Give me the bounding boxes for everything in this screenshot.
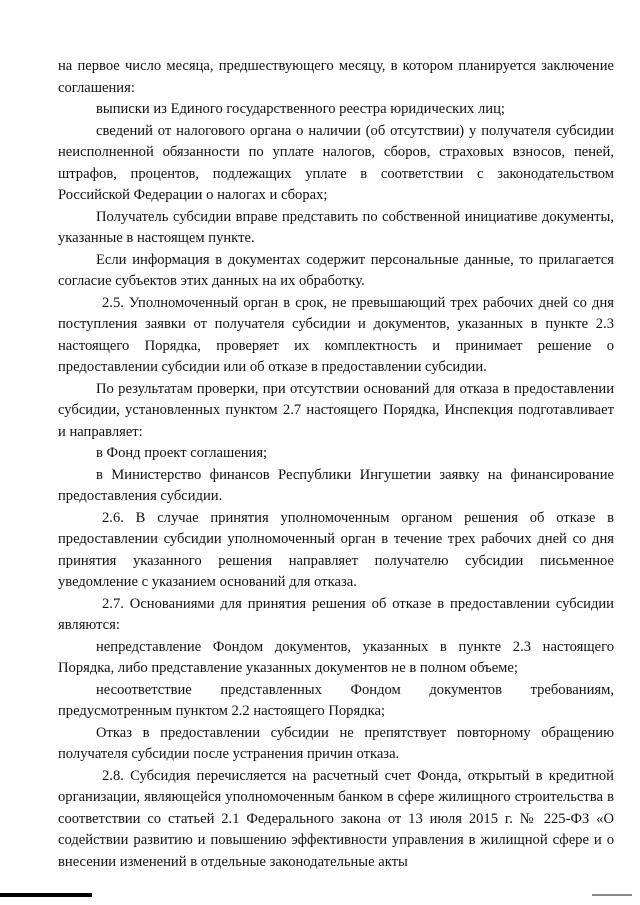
paragraph-fund-draft: в Фонд проект соглашения; [96,445,268,461]
paragraph-2-5: 2.5. Уполномоченный орган в срок, не превышающий трех рабочих дней со дня поступления заявки от получателя субсидии и документов, указанных в пункте 2.3 настоящего Порядка, проверяет их комплектность и принимает решение о предоставлении субсидии или об отказе в предоставлении субсидии. [58,294,614,375]
paragraph-tax-info: сведений от налогового органа о наличии (об отсутствии) у получателя субсидии неисполненной обязанности по уплате налогов, сборов, страховых взносов, пеней, штрафов, процентов, подлежащих уплате в соответствии с законодательством Российской Федерации о налогах и сборах; [58,122,614,203]
scan-edge-mark [0,893,92,897]
paragraph-2-7: 2.7. Основаниями для принятия решения об отказе в предоставлении субсидии являются: [58,595,614,633]
paragraph-own-initiative: Получатель субсидии вправе представить по собственной инициативе документы, указанные в настоящем пункте. [58,208,614,246]
paragraph-non-compliance: несоответствие представленных Фондом документов требованиям, предусмотренным пунктом 2.2 настоящего Порядка; [58,681,614,719]
document-body [58,56,614,873]
paragraph-check-results: По результатам проверки, при отсутствии оснований для отказа в предоставлении субсидии, установленных пунктом 2.7 настоящего Порядка, Инспекция подготавливает и направляет: [58,380,614,440]
paragraph-2-8: 2.8. Субсидия перечисляется на расчетный счет Фонда, открытый в кредитной организации, являющейся уполномоченным банком в сфере жилищного строительства в соответствии со статьей 2.1 Федерального закона от 13 июля 2015 г. № 225-ФЗ «О содействии развитию и повышению эффективности управления в жилищной сфере и о внесении изменений в отдельные законодательные акты [58,767,614,870]
paragraph-non-submission: непредставление Фондом документов, указанных в пункте 2.3 настоящего Порядка, либо представление указанных документов не в полном объеме; [58,638,614,676]
paragraph-refusal-note: Отказ в предоставлении субсидии не препятствует повторному обращению получателя субсидии после устранения причин отказа. [58,724,614,762]
scan-edge-mark-right [592,894,632,896]
paragraph-2-6: 2.6. В случае принятия уполномоченным органом решения об отказе в предоставлении субсидии уполномоченный орган в течение трех рабочих дней со дня принятия указанного решения направляет получателю субсидии письменное уведомление с указанием оснований для отказа. [58,509,614,590]
paragraph-extract-egrul: выписки из Единого государственного реестра юридических лиц; [96,101,505,117]
paragraph-intro: на первое число месяца, предшествующего месяцу, в котором планируется заключение соглашения: [58,58,614,96]
paragraph-personal-data: Если информация в документах содержит персональные данные, то прилагается согласие субъектов этих данных на их обработку. [58,251,614,289]
paragraph-ministry-request: в Министерство финансов Республики Ингушетии заявку на финансирование предоставления субсидии. [58,466,614,504]
